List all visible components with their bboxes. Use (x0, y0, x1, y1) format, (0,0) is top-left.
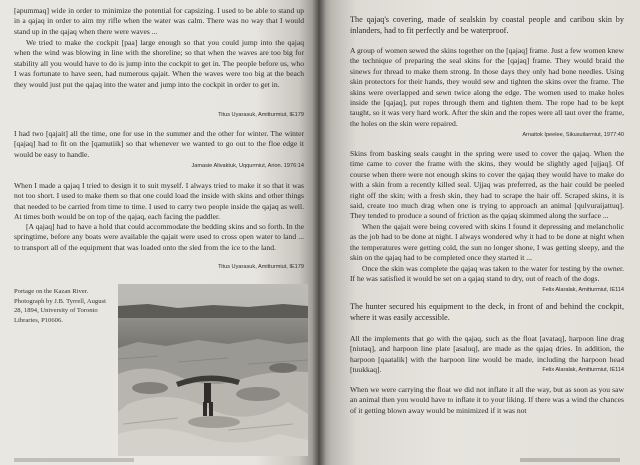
right-paragraph-2: Skins from basking seals caught in the spring were used to cover the qajaq. When the time came to cover the frame with the skins, they would be slightly aged [ujjaq]. Of course when there were not enough skins to cover the qajaq they would have to make do with a skin from a recently killed seal. Ujjaq was preferred, as the hair could be peeled right off the skin; with a fresh skin, they had to scrape the hair off. Scraped skins, it is said, create too much drag when one is trying to approach an animal [qulvuraijattuq]. They tended to produce a sound of friction as the qajaq skimmed along the surface ... (350, 149, 624, 221)
right-attribution-2: Felix Alaralak, Amitturmiut, IE114 (542, 287, 624, 293)
left-attribution-3: Titus Uyarasuk, Amitturmiut, IE179 (218, 264, 304, 270)
right-paragraph-4: Once the skin was complete the qajaq was taken to the water for testing by the owner. If he was satisfied it would be set on a qajaq stand to dry, out of reach of the dogs. (350, 264, 624, 284)
left-paragraph-1: [apummaq] wide in order to minimize the potential for capsizing. I used to be able to stand up in a qajaq in order to aim my rifle when the water was calm. There was no way that I would stand up in the qajaq when there were waves ... (14, 6, 304, 36)
right-narrative-2: The hunter secured his equipment to the deck, in front of and behind the cockpit, where it was easily accessible. (350, 302, 624, 322)
photo-caption: Portage on the Kazan River. Photograph by J.B. Tyrrell, August 28, 1894, University of Toronto Libraries, P10606. (14, 288, 106, 324)
right-page-footer (520, 458, 620, 462)
right-paragraph-5: All the implements that go with the qajaq, such as the float [avataq], harpoon line drag [niutaq], and harpoon line plate [asaluq], are made as the qajaq dries. In addition, the harpoon [qaatalik] with the harpoon line would be made, including the harpoon head [tuukkaq]. (350, 334, 624, 375)
right-narrative-1: The qajaq's covering, made of sealskin by coastal people and caribou skin by inlanders, had to fit perfectly and be waterproof. (350, 15, 624, 35)
left-paragraph-4: When I made a qajaq I tried to design it to suit myself. I always tried to make it so that it was not too short. I used to make them so that one could load the inside with skins and other things that needed to be carried from time to time. I used to carry two people inside the qajaq as well. At times both would be on top of the qajaq, each facing the paddler. (14, 181, 304, 222)
right-attribution-1: Arnaitok Ipeelee, Sikusuilarmiut, 1977:40 (522, 132, 624, 138)
left-attribution-2: Jamasie Alivaktuk, Uqqurmiut, Arion. 1976:14 (191, 163, 304, 169)
left-paragraph-5: [A qajaq] had to have a hold that could accommodate the bedding skins and so forth. In the springtime, before any boats were available the qajait were used to cross open water to land ... to transport all of the equipment that was loaded onto the sled from the ice to the land. (14, 222, 304, 252)
portage-photograph (118, 284, 308, 456)
left-attribution-1: Titus Uyarasuk, Amitturmiut, IE179 (218, 112, 304, 118)
right-paragraph-6: When we were carrying the float we did not inflate it all the way, but as soon as you saw an animal then you would have to inflate it to your liking. If there was a wind the chances of it getting blown away would be minimized if it was not (350, 385, 624, 415)
left-paragraph-3: I had two [qajait] all the time, one for use in the summer and the other for winter. The winter [qajaq] had to fit on the [qamutiik] so that whenever we wanted to go out to the floe edge it would be easy to handle. (14, 129, 304, 159)
right-paragraph-1: A group of women sewed the skins together on the [qajaq] frame. Just a few women knew the technique of preparing the seal skins for the [qajaq] frame. They would braid the sinews for thread to make them strong. In those days they only had bone needles. Using skin protectors for their hands, they would sew and tighten the skins over the frame. The skins were overlapped and sewn twice along the edge. The women used to make holes inside the [qajaq], put ropes through them and tighten them. The rope had to be kept taught, so it was very hard work. After the skin and the ropes were all taut over the frame, the holes on the skin were repaired. (350, 46, 624, 128)
right-paragraph-3: When the qajait were being covered with skins I found it depressing and melancholic as the job had to be done at night. I always wondered why it had to be done at night when the temperatures were getting cold, the sun no longer shone, I was getting sleepy, and the skin on the qajaq had to be completed once they started it ... (350, 222, 624, 263)
left-paragraph-2: We tried to make the cockpit [paa] large enough so that you could jump into the qajaq when the wind was blowing in line with the shoreline; so that when the waves are too big for stability all you would have to do is jump into the cockpit to get in. The people before us, who I was fortunate to have seen, had numerous qajait. When the waves were too big at the beach they would just put the qajaq into the water and jump into the cockpit in order to get in. (14, 38, 304, 89)
right-attribution-3: Felix Alaralak, Amitturmiut, IE114 (542, 367, 624, 373)
left-page-footer (14, 458, 134, 462)
book-gutter (312, 0, 326, 465)
